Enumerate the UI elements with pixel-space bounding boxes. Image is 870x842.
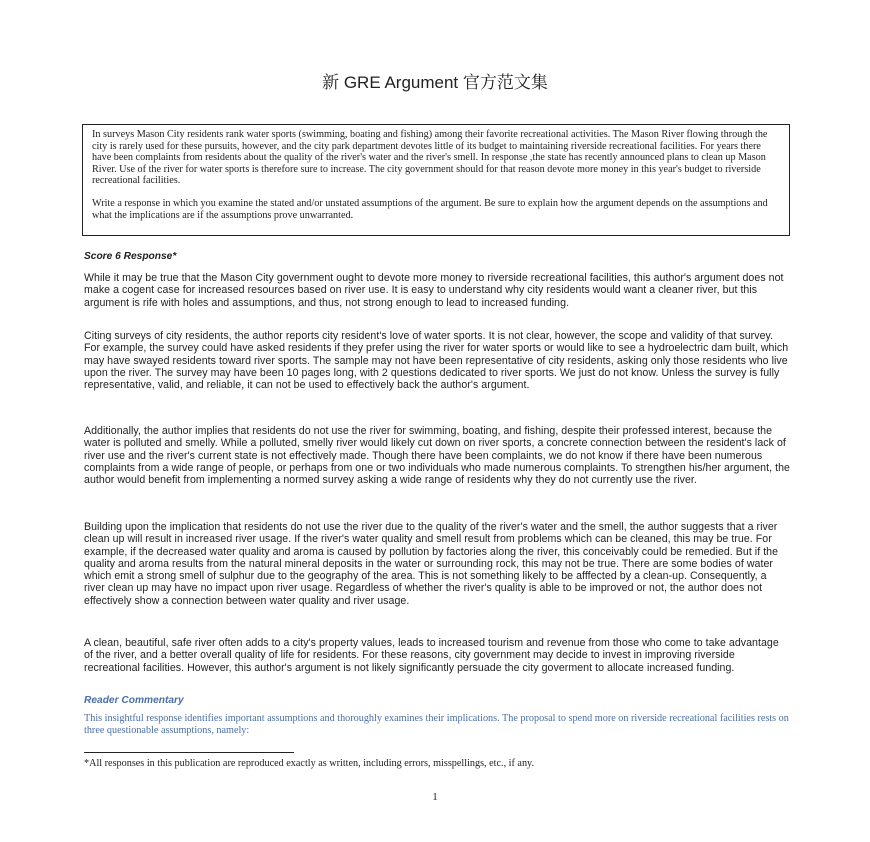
prompt-paragraph: In surveys Mason City residents rank water sports (swimming, boating and fishing) among their favorite recreational activities. The Mason River flowing through the city is rarely used for these pursuits, however, and the city park department devotes little of its budget to maintaining riverside recreational facilities. For years there have been complaints from residents about the quality of the river's water and the river's smell. In response ,the state has recently announced plans to clean up Mason River. Use of the river for water sports is therefore sure to increase. The city government should for that reason devote more money in this year's budget to riverside recreational facilities.	[92, 129, 768, 187]
response-paragraph-1	[84, 272, 790, 309]
response-text: While it may be true that the Mason City government ought to devote more money to riverside recreational facilities, this author's argument does not make a cogent case for increased resources based on river use. It is easy to understand why city residents would want a cleaner river, but this argument is rife with holes and assumptions, and thus, not strong enough to lead to increased funding.	[84, 272, 784, 309]
response-text: Additionally, the author implies that residents do not use the river for swimming, boating, and fishing, despite their professed interest, because the water is polluted and smelly. While a polluted, smelly river would likely cut down on river sports, a concrete connection between the resident's lack of river use and the river's current state is not effectively made. Though there have been complaints, we do not know if there have been numerous complaints from a wide range of people, or perhaps from one or two individuals who made numerous complaints. To strengthen his/her argument, the author would benefit from implementing a normed survey asking a wide range of residents why they do not currently use the river.	[84, 425, 790, 487]
response-text: A clean, beautiful, safe river often adds to a city's property values, leads to increased tourism and revenue from those who come to take advantage of the river, and a better overall quality of life for residents. For these reasons, city government may decide to invest in improving riverside recreational facilities. However, this author's argument is not likely significantly persuade the city goverment to allocate increased funding.	[84, 637, 779, 674]
prompt-instructions: Write a response in which you examine the stated and/or unstated assumptions of the argument. Be sure to explain how the argument depends on the assumptions and what the implications are if the assumptions prove unwarranted.	[92, 197, 768, 221]
response-paragraph-3	[84, 425, 790, 486]
response-paragraph-4	[84, 521, 790, 607]
footnote-divider	[84, 752, 294, 753]
score-heading: Score 6 Response*	[84, 251, 177, 262]
response-text: Building upon the implication that residents do not use the river due to the quality of the river's water and the smell, the author suggests that a river clean up will result in increased river usage. If the river's water quality and smell result from problems which can be cleaned, this may be true. For example, if the decreased water quality and aroma is caused by pollution by factories along the river, this conceivably could be remedied. But if the quality and aroma results from the natural mineral deposits in the water or surrounding rock, this may not be true. There are some bodies of water which emit a strong smell of sulphur due to the geography of the area. This is not something likely to be afffected by a clean-up. Consequently, a river clean up may have no impact upon river usage. Regardless of whether the river's quality is able to be improved or not, the author does not effectively show a connection between water quality and river usage.	[84, 521, 779, 607]
footnote: *All responses in this publication are reproduced exactly as written, including errors, misspellings, etc., if any.	[84, 758, 535, 769]
page-number: 1	[432, 791, 438, 803]
response-text: Citing surveys of city residents, the author reports city resident's love of water sports. It is not clear, however, the scope and validity of that survey. For example, the survey could have asked residents if they prefer using the river for water sports or would like to see a hydroelectric dam built, which may have swayed residents toward river sports. The sample may not have been representative of city residents, asking only those residents who live upon the river. The survey may have been 10 pages long, with 2 questions dedicated to river sports. We just do not know. Unless the survey is fully representative, valid, and reliable, it can not be used to effectively back the author's argument.	[84, 330, 789, 392]
reader-commentary-text: This insightful response identifies important assumptions and thoroughly examines their implications. The proposal to spend more on riverside recreational facilities rests on three questionable assumptions, namely:	[84, 713, 789, 737]
response-paragraph-5	[84, 637, 790, 674]
reader-commentary-heading: Reader Commentary	[84, 695, 184, 706]
response-paragraph-2	[84, 330, 790, 391]
document-title: 新 GRE Argument 官方范文集	[322, 73, 548, 92]
argument-prompt-box	[82, 124, 790, 236]
